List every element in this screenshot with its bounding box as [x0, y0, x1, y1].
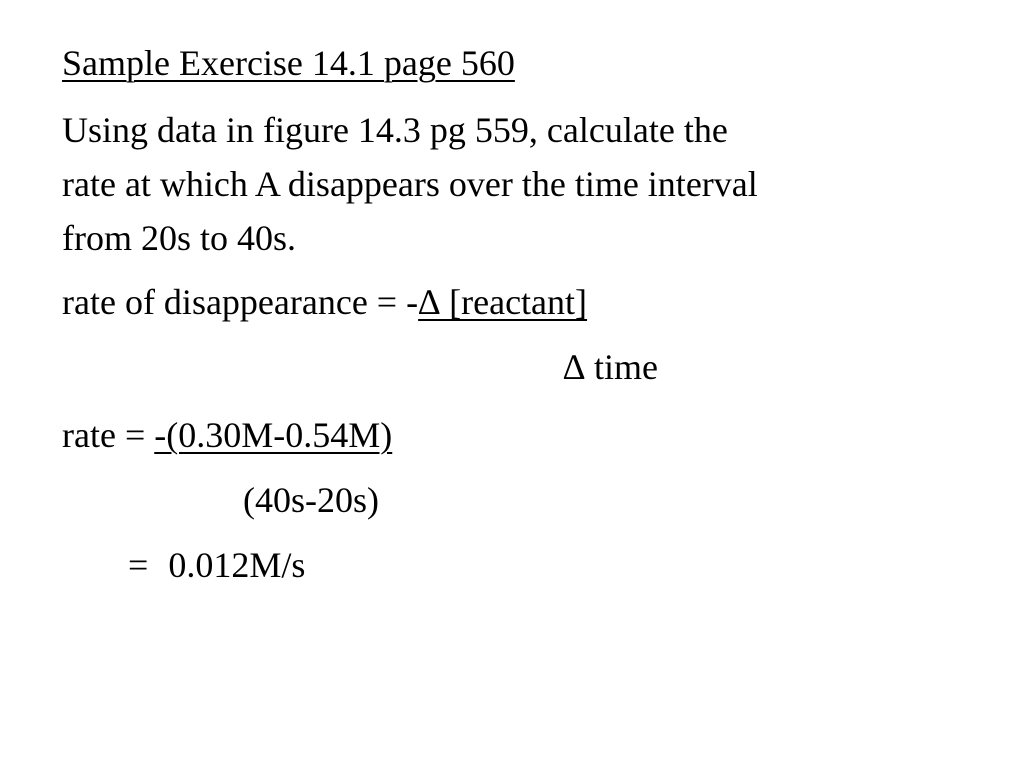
result-value: 0.012M/s: [168, 545, 306, 585]
rate-calculation-denominator: (40s-20s): [243, 480, 379, 520]
rate-calculation-lhs: rate =: [62, 415, 155, 455]
rate-result: [128, 538, 305, 592]
problem-line-3: from 20s to 40s.: [62, 218, 296, 258]
rate-formula-numerator: ∆ [reactant]: [418, 282, 588, 322]
rate-calculation-numerator: -(0.30M-0.54M): [154, 415, 393, 455]
exercise-title: Sample Exercise 14.1 page 560: [62, 43, 515, 83]
problem-line-1: Using data in figure 14.3 pg 559, calculate the: [62, 110, 728, 150]
problem-line-2: rate at which A disappears over the time interval: [62, 164, 758, 204]
result-equals-sign: =: [128, 545, 149, 585]
rate-formula-lhs: rate of disappearance = -: [62, 282, 419, 322]
rate-formula-denominator: ∆ time: [563, 347, 659, 387]
rate-calculation: [62, 408, 392, 462]
problem-statement: [62, 103, 962, 265]
rate-formula: [62, 275, 587, 329]
